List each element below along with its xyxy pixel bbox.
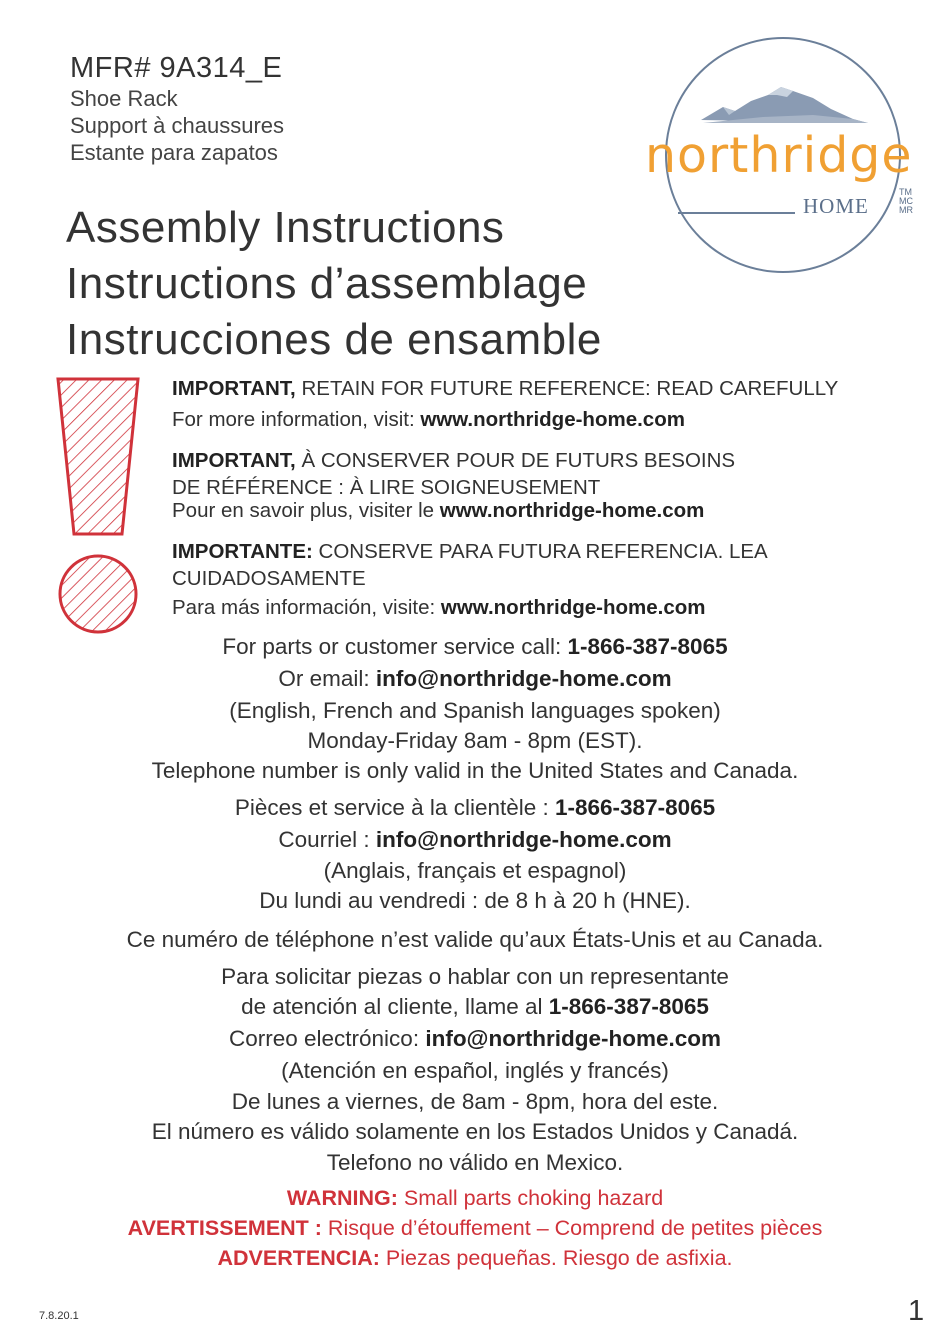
contact-intro-es: Para solicitar piezas o hablar con un representante [221, 964, 729, 989]
title-en: Assembly Instructions [66, 203, 505, 252]
email-link[interactable]: info@northridge-home.com [375, 666, 672, 691]
contact-email-es: Correo electrónico: info@northridge-home.com [228, 1026, 722, 1051]
important-fr: IMPORTANT, À CONSERVER POUR DE FUTURS BESOINS DE RÉFÉRENCE : À LIRE SOIGNEUSEMENT [172, 449, 736, 499]
phone-link[interactable]: 1-866-387-8065 [555, 795, 716, 820]
important-es: IMPORTANTE: CONSERVE PARA FUTURA REFERENCIA. LEA CUIDADOSAMENTE [172, 540, 768, 590]
warning-fr: AVERTISSEMENT : Risque d’étouffement – Comprend de petites pièces [127, 1216, 823, 1240]
validity-es: El número es válido solamente en los Estados Unidos y Canadá. [151, 1119, 799, 1144]
document-version: 7.8.20.1 [39, 1310, 79, 1322]
brand-name: northridge [645, 127, 913, 184]
product-name-en: Shoe Rack [70, 86, 178, 111]
mexico-note-es: Telefono no válido en Mexico. [326, 1150, 624, 1175]
contact-phone-fr: Pièces et service à la clientèle : 1-866-387-8065 [234, 795, 716, 820]
email-link[interactable]: info@northridge-home.com [375, 827, 672, 852]
title-es: Instrucciones de ensamble [66, 315, 602, 364]
website-link[interactable]: www.northridge-home.com [439, 499, 705, 522]
warning-es: ADVERTENCIA: Piezas pequeñas. Riesgo de asfixia. [217, 1246, 733, 1270]
exclamation-warning-icon [54, 376, 142, 640]
important-en: IMPORTANT, RETAIN FOR FUTURE REFERENCE: READ CAREFULLY [172, 377, 839, 400]
more-info-en: For more information, visit: www.northridge-home.com [172, 408, 685, 431]
brand-sub: HOME [803, 194, 869, 218]
email-link[interactable]: info@northridge-home.com [425, 1026, 722, 1051]
warning-en: WARNING: Small parts choking hazard [286, 1186, 664, 1210]
title-fr: Instructions d’assemblage [66, 259, 588, 308]
trademark-marks: TM MC MR [899, 187, 913, 215]
page-number: 1 [908, 1295, 925, 1327]
product-name-fr: Support à chaussures [70, 113, 285, 138]
more-info-es: Para más información, visite: www.northridge-home.com [172, 596, 706, 619]
validity-en: Telephone number is only valid in the United States and Canada. [151, 758, 799, 783]
contact-phone-es: de atención al cliente, llame al 1-866-387-8065 [241, 994, 709, 1019]
website-link[interactable]: www.northridge-home.com [440, 596, 706, 619]
contact-email-fr: Courriel : info@northridge-home.com [278, 827, 672, 852]
hours-en: Monday-Friday 8am - 8pm (EST). [307, 728, 643, 753]
validity-fr: Ce numéro de téléphone n’est valide qu’aux États-Unis et au Canada. [126, 927, 824, 952]
phone-link[interactable]: 1-866-387-8065 [567, 634, 728, 659]
contact-email-en: Or email: info@northridge-home.com [278, 666, 672, 691]
product-name-es: Estante para zapatos [70, 140, 278, 165]
phone-link[interactable]: 1-866-387-8065 [548, 994, 709, 1019]
languages-es: (Atención en español, inglés y francés) [281, 1058, 669, 1083]
website-link[interactable]: www.northridge-home.com [420, 408, 685, 431]
languages-en: (English, French and Spanish languages spoken) [229, 698, 721, 723]
contact-phone-en: For parts or customer service call: 1-866-387-8065 [222, 634, 728, 659]
hours-es: De lunes a viernes, de 8am - 8pm, hora del este. [231, 1089, 719, 1114]
more-info-fr: Pour en savoir plus, visiter le www.northridge-home.com [172, 499, 705, 522]
model-number: MFR# 9A314_E [70, 52, 283, 84]
languages-fr: (Anglais, français et espagnol) [323, 858, 627, 883]
hours-fr: Du lundi au vendredi : de 8 h à 20 h (HNE). [259, 888, 691, 913]
